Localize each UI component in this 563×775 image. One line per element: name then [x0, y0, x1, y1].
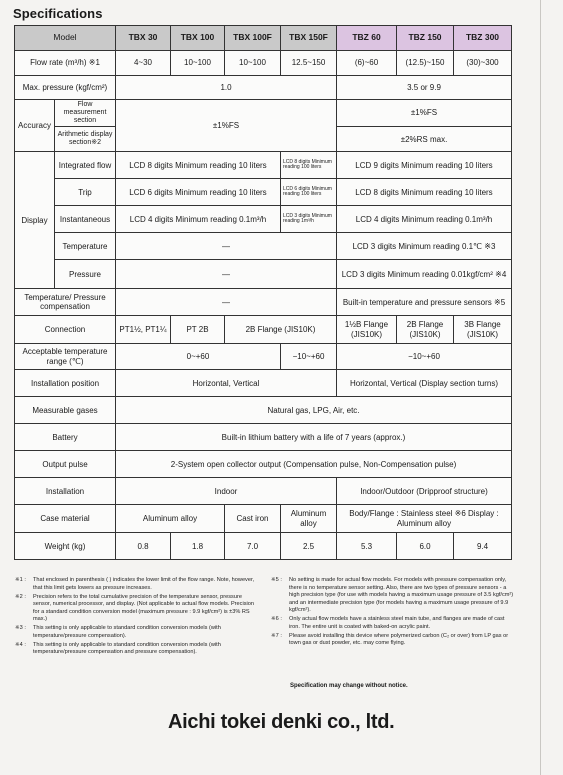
row-battery — [15, 424, 512, 451]
header-tbx100: TBX 100 — [171, 26, 225, 51]
label-integrated-flow: Integrated flow — [55, 152, 116, 179]
cell: Horizontal, Vertical — [116, 370, 337, 397]
row-gases — [15, 397, 512, 424]
footnote-text: This setting is only applicable to standard condition conversion models (with temperature/pressure compensation and pressure compensation). — [33, 641, 221, 656]
cell: LCD 3 digits Minimum reading 0.1℃ ※3 — [337, 233, 512, 260]
row-accuracy-1 — [15, 100, 512, 127]
cell: LCD 8 digits Minimum reading 100 liters — [281, 152, 337, 179]
footnote — [15, 642, 255, 657]
cell: — — [116, 260, 337, 289]
row-connection — [15, 316, 512, 344]
cell: −10~+60 — [281, 344, 337, 370]
specification-notice: Specification may change without notice. — [290, 683, 408, 689]
cell: 4~30 — [116, 51, 171, 76]
cell: Indoor — [116, 478, 337, 505]
cell: 0.8 — [116, 533, 171, 560]
footnote-text: Precision refers to the total cumulative precision of the temperature sensor, pressure sensor, numerical processor, and display. (Not applicable to actual flow models. Precision for a standard condition conversion model (maximum pressure : 9.9 kgf/cm²) is ±3% RS max.) — [33, 593, 254, 623]
cell: — — [116, 233, 337, 260]
footnote-mark: ※5 : — [271, 577, 282, 583]
cell: Aluminum alloy — [281, 505, 337, 533]
row-integrated-flow — [15, 152, 512, 179]
page-title: Specifications — [13, 6, 103, 21]
label-flow-rate: Flow rate (m³/h) ※1 — [15, 51, 116, 76]
footnote-mark: ※2 : — [15, 593, 26, 600]
cell: 6.0 — [397, 533, 454, 560]
page-edge — [540, 0, 541, 775]
footnote-mark: ※4 : — [15, 641, 26, 648]
cell: 9.4 — [454, 533, 512, 560]
cell: (12.5)~150 — [397, 51, 454, 76]
cell: 1.8 — [171, 533, 225, 560]
cell: Cast iron — [225, 505, 281, 533]
label-output-pulse: Output pulse — [15, 451, 116, 478]
row-output-pulse — [15, 451, 512, 478]
cell: ±1%FS — [337, 100, 512, 127]
header-tbz300: TBZ 300 — [454, 26, 512, 51]
header-tbx150f: TBX 150F — [281, 26, 337, 51]
row-trip — [15, 179, 512, 206]
row-temp-range — [15, 344, 512, 370]
cell: LCD 8 digits Minimum reading 10 liters — [116, 152, 281, 179]
label-installation: Installation — [15, 478, 116, 505]
cell: 3.5 or 9.9 — [337, 76, 512, 100]
header-model: Model — [15, 26, 116, 51]
cell: Body/Flange : Stainless steel ※6 Display : Aluminum alloy — [337, 505, 512, 533]
cell: −10~+60 — [337, 344, 512, 370]
cell: 2B Flange (JIS10K) — [225, 316, 337, 344]
row-installation-position — [15, 370, 512, 397]
cell: — — [116, 289, 337, 316]
cell: Built-in lithium battery with a life of 7 years (approx.) — [116, 424, 512, 451]
cell: LCD 6 digits Minimum reading 10 liters — [116, 179, 281, 206]
cell: 12.5~150 — [281, 51, 337, 76]
footnote — [15, 625, 255, 640]
label-installation-position: Installation position — [15, 370, 116, 397]
cell: 2B Flange (JIS10K) — [397, 316, 454, 344]
row-installation — [15, 478, 512, 505]
cell: 2-System open collector output (Compensation pulse, Non-Compensation pulse) — [116, 451, 512, 478]
header-tbz60: TBZ 60 — [337, 26, 397, 51]
footnote — [271, 616, 516, 631]
row-max-pressure — [15, 76, 512, 100]
footnote-text: No setting is made for actual flow models. For models with pressure compensation only, there is no temperature sensor setting. Also, there are two types of pressure sensors - a high precision type (for use with models having a maximum usage pressure of 3.5 kgf/cm²) and an intermediate precision type (for models having a maximum usage pressure of 9.9 kgf/cm²). — [289, 577, 514, 614]
cell: (6)~60 — [337, 51, 397, 76]
row-pressure — [15, 260, 512, 289]
cell: 10~100 — [225, 51, 281, 76]
cell: LCD 3 digits Minimum reading 0.01kgf/cm² ※4 — [337, 260, 512, 289]
cell: LCD 3 digits Minimum reading 1m³/h — [281, 206, 337, 233]
cell: 5.3 — [337, 533, 397, 560]
row-compensation — [15, 289, 512, 316]
label-display: Display — [15, 152, 55, 289]
cell: ±2%RS max. — [337, 127, 512, 152]
header-tbx30: TBX 30 — [116, 26, 171, 51]
label-connection: Connection — [15, 316, 116, 344]
cell: LCD 9 digits Minimum reading 10 liters — [337, 152, 512, 179]
label-pressure: Pressure — [55, 260, 116, 289]
footnote — [271, 577, 516, 615]
cell: Natural gas, LPG, Air, etc. — [116, 397, 512, 424]
cell: Indoor/Outdoor (Dripproof structure) — [337, 478, 512, 505]
cell: 7.0 — [225, 533, 281, 560]
cell: Built-in temperature and pressure sensors ※5 — [337, 289, 512, 316]
cell: ±1%FS — [116, 100, 337, 152]
cell: 3B Flange (JIS10K) — [454, 316, 512, 344]
footnotes-left — [15, 577, 255, 658]
row-flow-rate — [15, 51, 512, 76]
cell: (30)~300 — [454, 51, 512, 76]
label-arithmetic-display: Arithmetic display section※2 — [55, 127, 116, 152]
label-temp-range: Acceptable temperature range (℃) — [15, 344, 116, 370]
specifications-table — [14, 25, 512, 560]
company-logo: Aichi tokei denki co., ltd. — [168, 711, 395, 733]
cell: 0~+60 — [116, 344, 281, 370]
cell: 1.0 — [116, 76, 337, 100]
footnotes-right — [271, 577, 516, 649]
label-gases: Measurable gases — [15, 397, 116, 424]
footnote-mark: ※7 : — [271, 632, 282, 639]
cell: PT 2B — [171, 316, 225, 344]
cell: Horizontal, Vertical (Display section turns) — [337, 370, 512, 397]
label-flow-measurement: Flow measurement section — [55, 100, 116, 127]
cell: 1½B Flange (JIS10K) — [337, 316, 397, 344]
footnote — [271, 633, 516, 648]
label-accuracy: Accuracy — [15, 100, 55, 152]
header-row — [15, 26, 512, 51]
footnote — [15, 577, 255, 592]
label-case-material: Case material — [15, 505, 116, 533]
cell: Aluminum alloy — [116, 505, 225, 533]
cell: 2.5 — [281, 533, 337, 560]
label-compensation: Temperature/ Pressure compensation — [15, 289, 116, 316]
footnote-mark: ※6 : — [271, 616, 282, 623]
label-max-pressure: Max. pressure (kgf/cm²) — [15, 76, 116, 100]
cell: 10~100 — [171, 51, 225, 76]
row-weight — [15, 533, 512, 560]
footnote-mark: ※1 : — [15, 577, 26, 583]
label-temperature: Temperature — [55, 233, 116, 260]
footnote — [15, 594, 255, 624]
footnote-text: This setting is only applicable to standard condition conversion models (with temperature/pressure compensation). — [33, 625, 221, 639]
label-instantaneous: Instantaneous — [55, 206, 116, 233]
row-case-material — [15, 505, 512, 533]
cell: LCD 4 digits Minimum reading 0.1m³/h — [337, 206, 512, 233]
header-tbx100f: TBX 100F — [225, 26, 281, 51]
footnote-text: That enclosed in parenthesis ( ) indicates the lower limit of the flow range. Note, however, that this limit gets lowers as pressure increases. — [33, 577, 255, 591]
cell: LCD 6 digits Minimum reading 100 liters — [281, 179, 337, 206]
cell: LCD 4 digits Minimum reading 0.1m³/h — [116, 206, 281, 233]
label-weight: Weight (kg) — [15, 533, 116, 560]
row-instantaneous — [15, 206, 512, 233]
footnote-text: Please avoid installing this device where polymerized carbon (C₂ or over) from LP gas or town gas or dust powder, etc. may come flying. — [289, 632, 509, 647]
cell: LCD 8 digits Minimum reading 10 liters — [337, 179, 512, 206]
row-temperature — [15, 233, 512, 260]
header-tbz150: TBZ 150 — [397, 26, 454, 51]
footnote-mark: ※3 : — [15, 625, 26, 632]
footnote-text: Only actual flow models have a stainless steel main tube, and flanges are made of cast iron. The entire unit is coated with baked-on acrylic paint. — [289, 616, 505, 630]
label-trip: Trip — [55, 179, 116, 206]
cell: PT1½, PT1¼ — [116, 316, 171, 344]
label-battery: Battery — [15, 424, 116, 451]
